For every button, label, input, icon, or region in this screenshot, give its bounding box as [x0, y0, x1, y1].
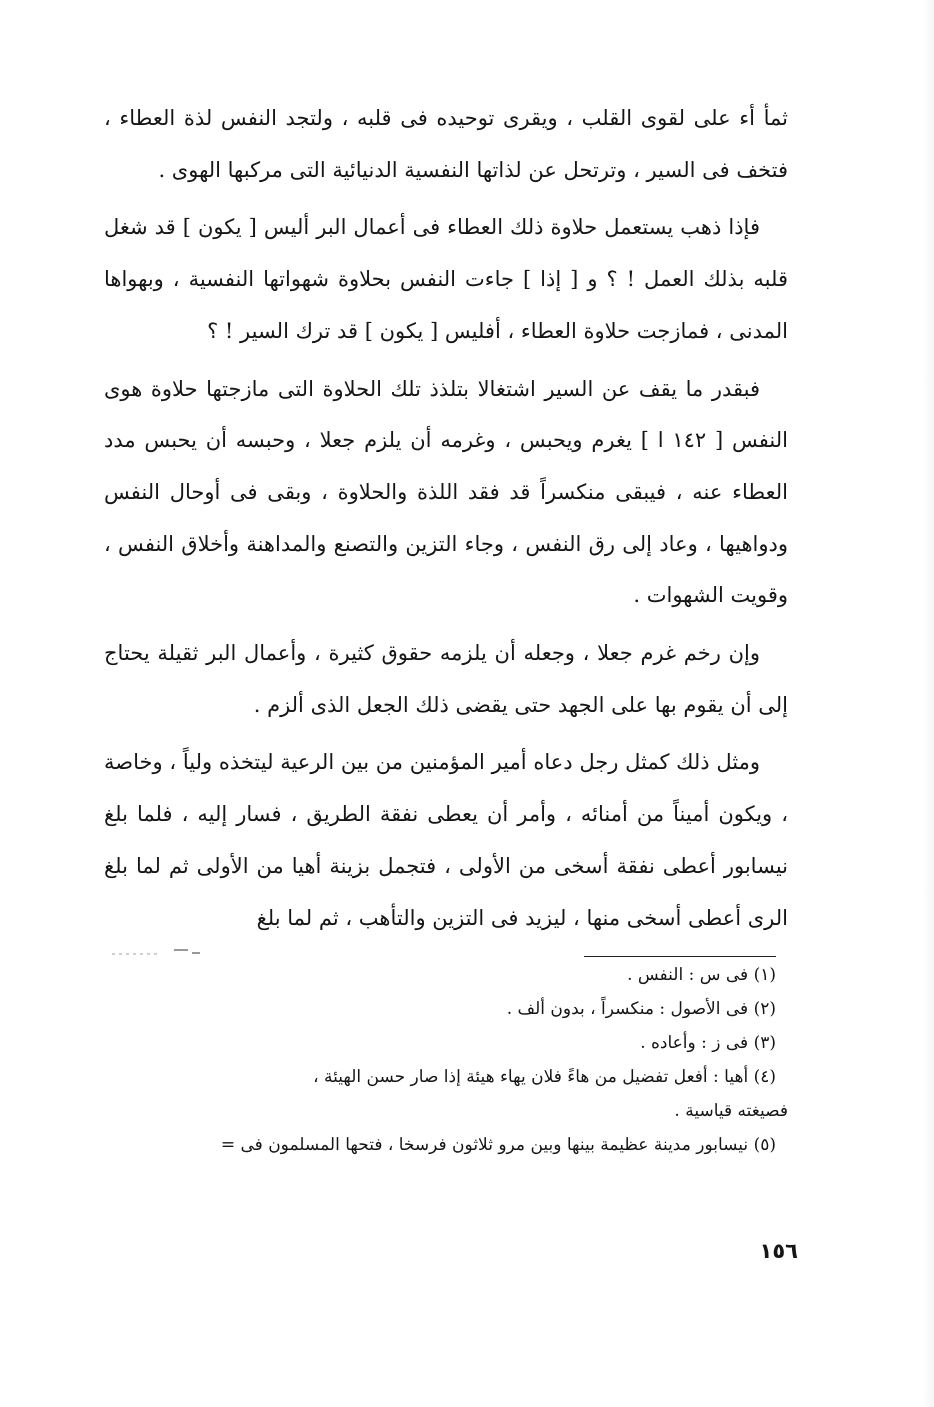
- paragraph: فإذا ذهب يستعمل حلاوة ذلك العطاء فى أعمال البر أليس [ يكون ] قد شغل قلبه بذلك العمل ! ؟ و [ إذا ] جاءت النفس بحلاوة شهواتها النفسية ، وبهواها المدنى ، فمازجت حلاوة العطاء ، أفليس [ يكون ] قد ترك السير ! ؟: [104, 215, 788, 343]
- paragraph: ومثل ذلك كمثل رجل دعاه أمير المؤمنين من بين الرعية ليتخذه ولياً ، وخاصة ، ويكون أميناً من أمنائه ، وأمر أن يعطى نفقة الطريق ، فسار إليه ، فلما بلغ نيسابور أعطى نفقة أسخى من الأولى ، فتجمل بزينة أهيا من الأولى ثم لما بلغ الرى أعطى أسخى منها ، ليزيد فى التزين والتأهب ، ثم لما بلغ: [104, 750, 788, 930]
- footnote: (١) فى س : النفس .: [627, 965, 776, 985]
- main-text: [104, 93, 788, 944]
- page-number: ١٥٦: [759, 1239, 798, 1263]
- footnote: (٢) فى الأصول : منكسراً ، بدون ألف .: [506, 999, 776, 1019]
- footnote-separator: [584, 956, 776, 957]
- footnotes: [104, 958, 788, 1162]
- paragraph: وإن رخم غرم جعلا ، وجعله أن يلزمه حقوق كثيرة ، وأعمال البر ثقيلة يحتاج إلى أن يقوم بها على الجهد حتى يقضى ذلك الجعل الذى ألزم .: [104, 641, 788, 717]
- page-edge-shading: [922, 0, 934, 1407]
- footnote: (٥) نيسابور مدينة عظيمة بينها وبين مرو ثلاثون فرسخا ، فتحها المسلمون فى =: [220, 1135, 776, 1155]
- footnote: (٣) فى ز : وأعاده .: [640, 1033, 776, 1053]
- paragraph: ثمأ أء على لقوى القلب ، ويقرى توحيده فى قلبه ، ولتجد النفس لذة العطاء ، فتخف فى السير ، وترتحل عن لذاتها النفسية الدنيائية التى مركبها الهوى .: [104, 106, 788, 182]
- footnote: (٤) أهيا : أفعل تفضيل من هاءً فلان يهاء هيئة إذا صار حسن الهيئة ،: [313, 1067, 776, 1087]
- paragraph: فبقدر ما يقف عن السير اشتغالا بتلذذ تلك الحلاوة التى مازجتها حلاوة هوى النفس [ ١٤٢ ا ] يغرم ويحبس ، وغرمه أن يلزم جعلا ، وحبسه أن يحبس مدد العطاء عنه ، فيبقى منكسراً قد فقد اللذة والحلاوة ، وبقى فى أوحال النفس ودواهيها ، وعاد إلى رق النفس ، وجاء التزين والتصنع والمداهنة وأخلاق النفس ، وقويت الشهوات .: [104, 376, 788, 608]
- footnote-continuation: فصيغته قياسية .: [674, 1101, 788, 1121]
